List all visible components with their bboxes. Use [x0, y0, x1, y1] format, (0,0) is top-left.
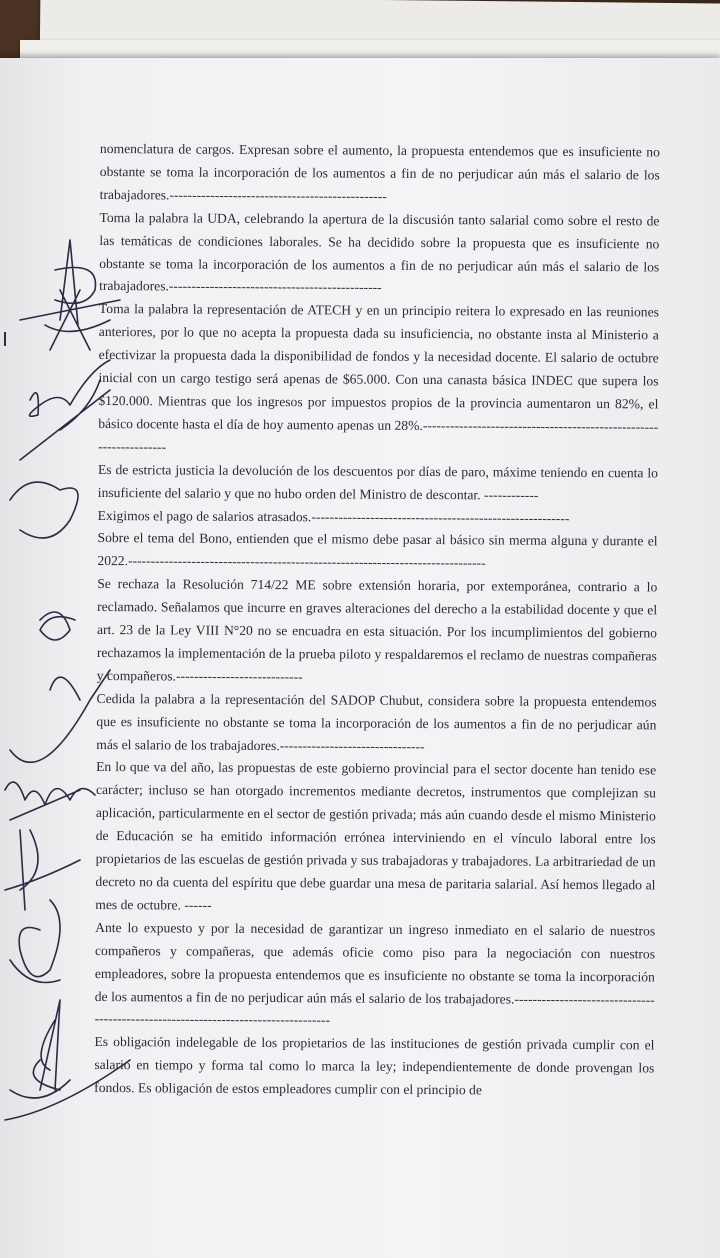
paragraph-9: En lo que va del año, las propuestas de este gobierno provincial para el sector docente han tenido ese carácter; incluso se han otorgado incrementos mediante decretos, instrumentos que complejizan su aplicación, particularmente en el sector de gestión privada; más aún cuando desde el mismo Ministerio de Educación se ha emitido información errónea interviniendo en el vínculo laboral entre los propietarios de las escuelas de gestión privada y sus trabajadoras y trabajadores. La arbitrariedad de un decreto no da cuenta del espíritu que debe guardar una mesa de paritaria salarial. Así hemos llegado al mes de octubre. ------ [95, 759, 657, 913]
paragraph-3: Toma la palabra la representación de ATECH y en un principio reitera lo expresado en las reuniones anteriores, por lo que no acepta la propuesta dada su insuficiencia, no obstante insta al Ministerio a efectivizar la propuesta dada la disponibilidad de fondos y la necesidad docente. El salario de octubre inicial con un cargo testigo será apenas de $65.000. Con una canasta básica INDEC que supera los $120.000. Mientras que los ingresos por impuestos propios de la provincia aumentaron un 82%, el básico docente hasta el día de hoy aumento apenas un 28%.------------------------------------------------------------------- [98, 301, 659, 455]
paragraph-7: Se rechaza la Resolución 714/22 ME sobre extensión horaria, por extemporánea, contrario a lo reclamado. Señalamos que incurre en graves alteraciones del derecho a la estabilidad docente y que el art. 23 de la Ley VIII N°20 no se encuadra en esta situación. Por los incumplimientos del gobierno rechazamos la implementación de la prueba piloto y respaldaremos el reclamo de nuestras compañeras y compañeros.---------------------------- [96, 576, 658, 685]
paragraph-4: Es de estricta justicia la devolución de los descuentos por días de paro, máxime teniendo en cuenta lo insuficiente del salario y que no hubo orden del Ministro de descontar. ------------ [97, 461, 659, 503]
document-body [94, 138, 660, 1103]
paragraph-6: Sobre el tema del Bono, entienden que el mismo debe pasar al básico sin merma alguna y durante el 2022.------------------------------------------------------------------------------- [97, 530, 658, 571]
paragraph-2: Toma la palabra la UDA, celebrando la apertura de la discusión tanto salarial como sobre el resto de las temáticas de condiciones laborales. Se ha decidido sobre la propuesta que es insuficiente no obstante se toma la incorporación de los aumentos a fin de no perjudicar aún más el salario de los trabajadores.----------------------------------------------- [99, 209, 660, 296]
paragraph-8: Cedida la palabra a la representación del SADOP Chubut, considera sobre la propuesta entendemos que es insuficiente no obstante se toma la incorporación de los aumentos a fin de no perjudicar aún más el salario de los trabajadores.-------------------------------- [96, 690, 657, 754]
paragraph-5: Exigimos el pago de salarios atrasados.--------------------------------------------------------- [97, 507, 570, 526]
paragraph-10: Ante lo expuesto y por la necesidad de garantizar un ingreso inmediato en el salario de nuestros compañeros y compañeras, que además oficie como piso para la negociación con nuestros empleadores, sobre la propuesta entendemos que es insuficiente no obstante se toma la incorporación de los aumentos a fin de no perjudicar aún más el salario de los trabajadores.----------------------------------------------------------------------------------- [94, 919, 656, 1028]
paragraph-1: nomenclatura de cargos. Expresan sobre el aumento, la propuesta entendemos que es insuficiente no obstante se toma la incorporación de los aumentos a fin de no perjudicar aún más el salario de los trabajadores.------------------------------------------------ [99, 140, 660, 204]
paragraph-11: Es obligación indelegable de los propietarios de las instituciones de gestión privada cumplir con el salario en tiempo y forma tal como lo marca la ley; independientemente de donde provengan los fondos. Es obligación de estos empleadores cumplir con el principio de [94, 1034, 655, 1098]
